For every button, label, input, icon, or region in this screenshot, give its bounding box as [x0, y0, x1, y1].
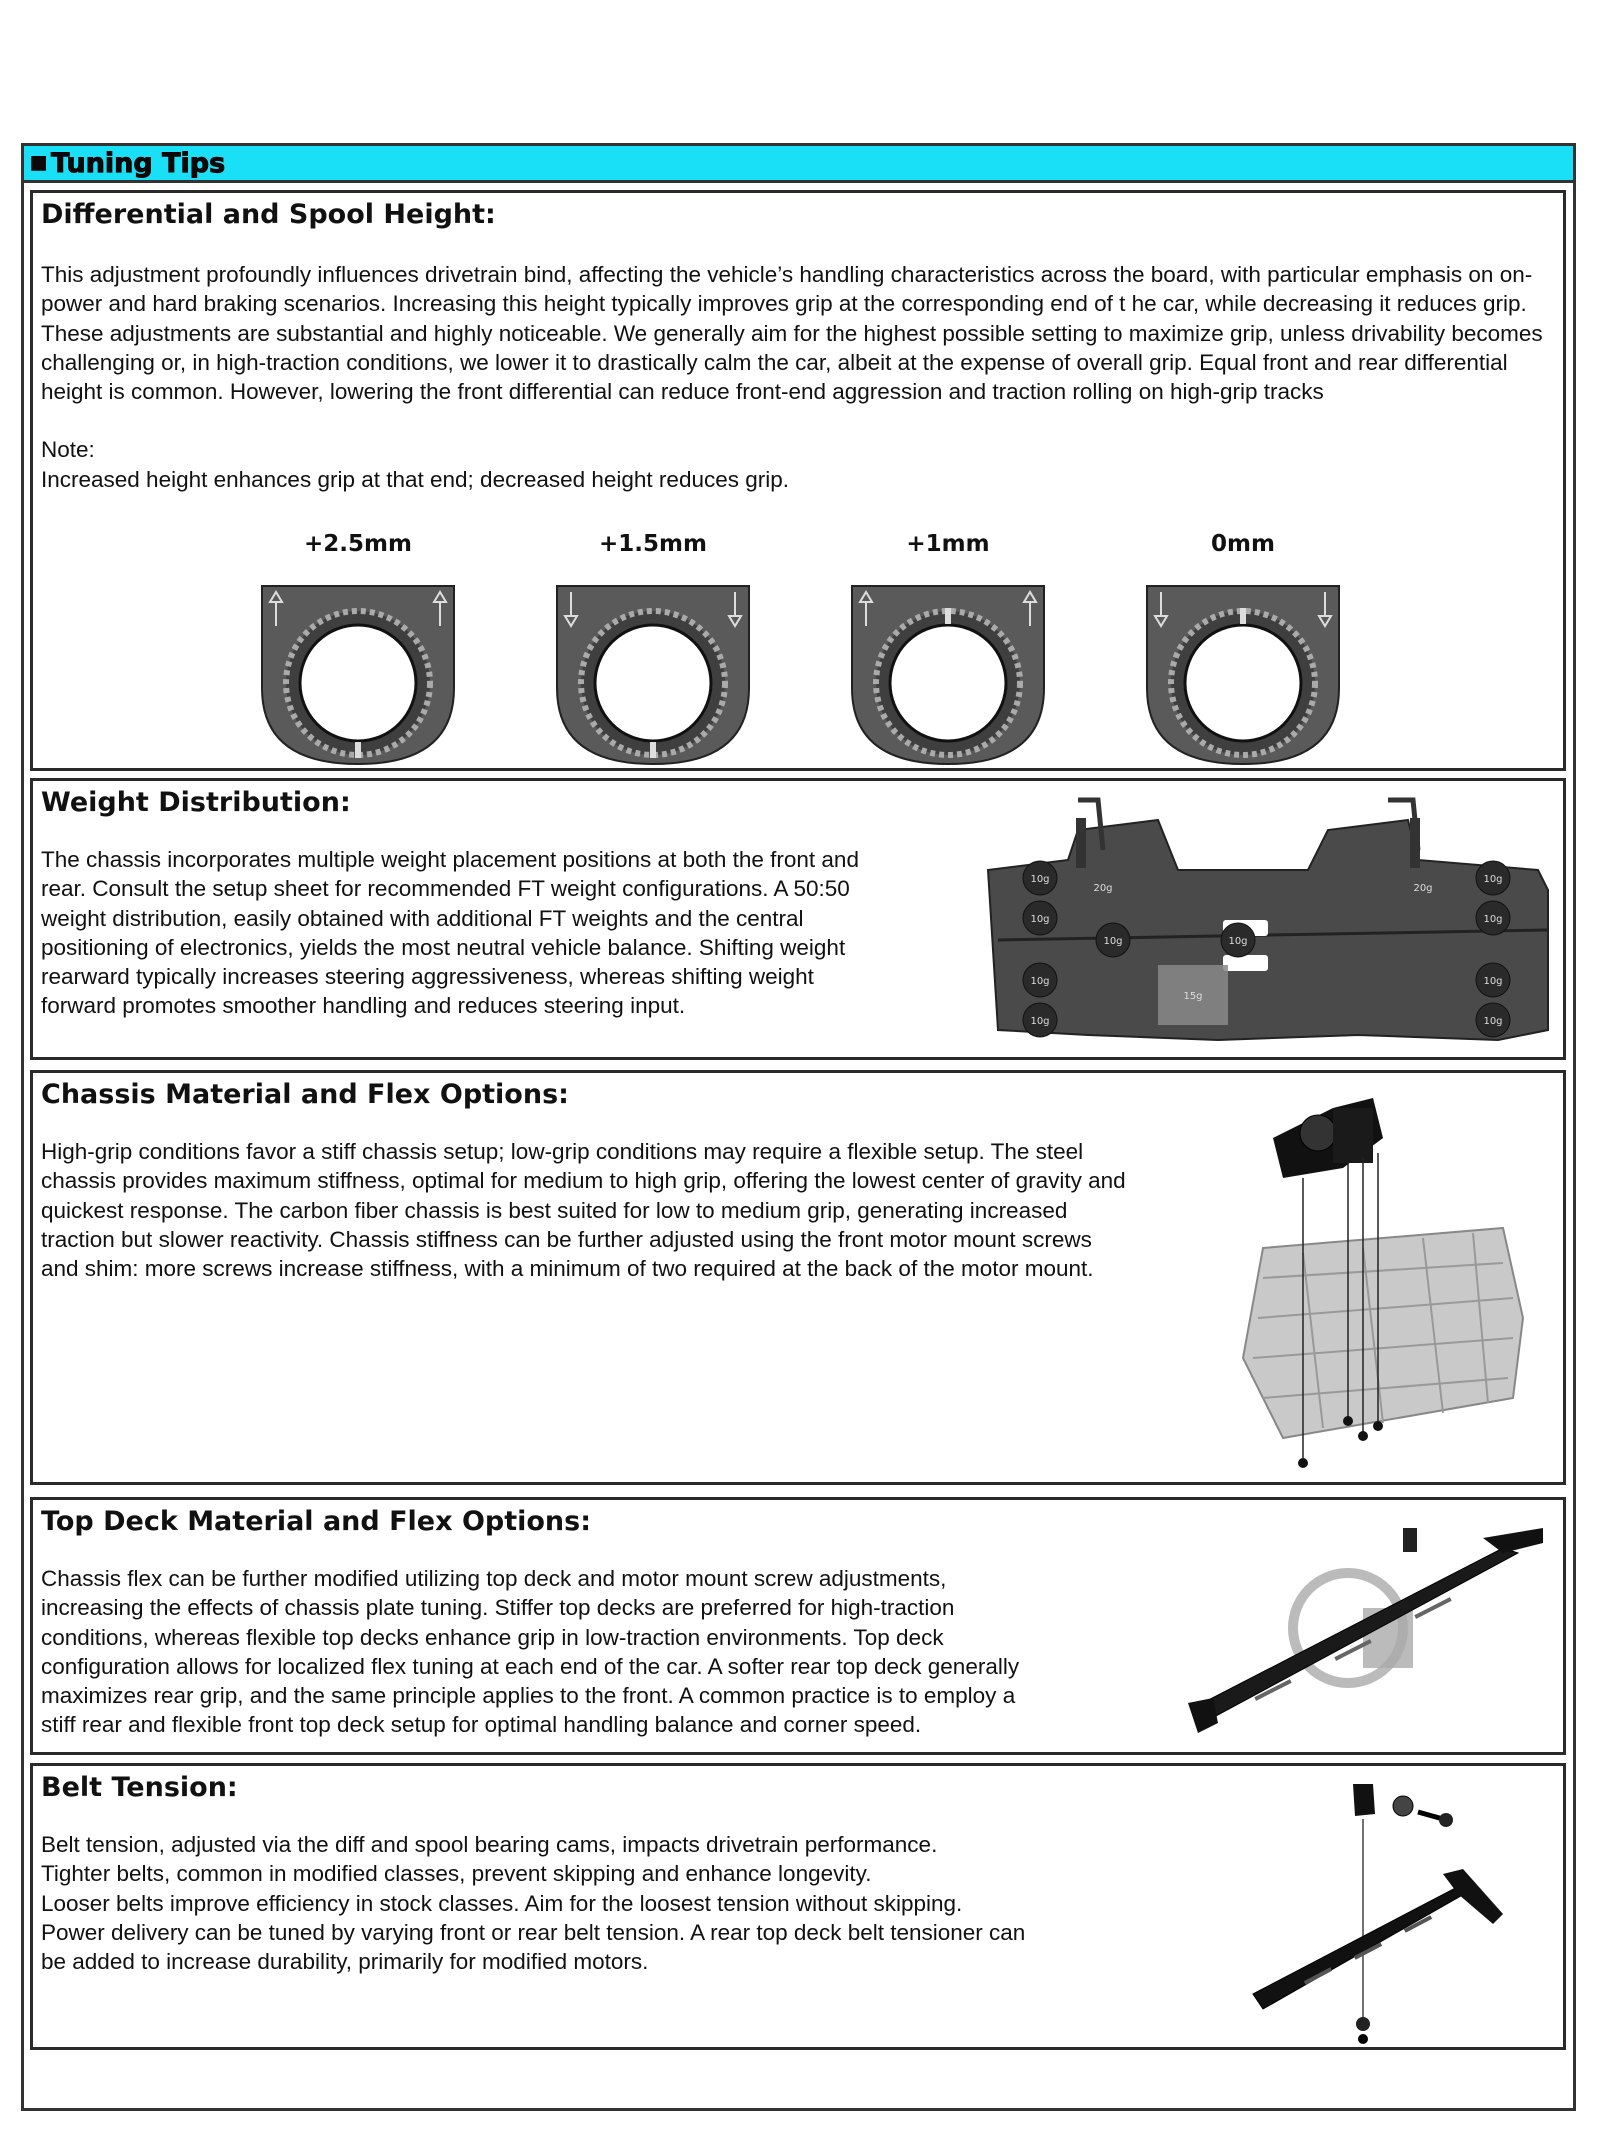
weight-label: 15g — [1183, 991, 1203, 1002]
weight-disc — [1183, 991, 1202, 1002]
section-body — [41, 1830, 1171, 1976]
cam-label: 0mm — [1211, 531, 1275, 557]
weight-label: 20g — [1413, 883, 1433, 894]
text-line: rear. Consult the setup sheet for recommended FT weight configurations. A 50:50 — [41, 876, 850, 902]
text-line: maximizes rear grip, and the same principle applies to the front. A common practice is to employ a — [41, 1683, 1016, 1709]
diff-cam-icon — [848, 578, 1048, 768]
section-weight-distribution — [30, 778, 1566, 1060]
section-title: Top Deck Material and Flex Options: — [41, 1506, 592, 1537]
weight-label: 10g — [1483, 874, 1503, 885]
cam-label: +2.5mm — [304, 531, 412, 557]
weight-disc — [1093, 883, 1112, 894]
text-line: The chassis incorporates multiple weight placement positions at both the front and — [41, 847, 859, 872]
weight-disc — [1096, 923, 1130, 957]
text-line: Looser belts improve efficiency in stock classes. Aim for the loosest tension without skipping. — [41, 1890, 963, 1916]
weight-label: 10g — [1030, 914, 1050, 925]
weight-label: 10g — [1483, 1016, 1503, 1027]
text-line: Chassis flex can be further modified utilizing top deck and motor mount screw adjustments, — [41, 1566, 947, 1591]
weight-label: 10g — [1228, 936, 1248, 947]
section-body — [41, 845, 981, 1021]
cam-label: +1.5mm — [599, 531, 707, 557]
chassis-weights-illustration — [978, 790, 1558, 1060]
cam-label: +1mm — [906, 531, 990, 557]
text-line: conditions, whereas flexible top decks enhance grip in low-traction environments. Top deck — [41, 1624, 944, 1650]
text-line: positioning of electronics, yields the most neutral vehicle balance. Shifting weight — [41, 934, 846, 960]
diff-cam-icon — [258, 578, 458, 768]
section-belt-tension — [30, 1763, 1566, 2050]
text-line: stiff rear and flexible front top deck setup for optimal handling balance and corner speed. — [41, 1712, 922, 1738]
section-title: Chassis Material and Flex Options: — [41, 1079, 569, 1110]
text-line: forward promotes smoother handling and reduces steering input. — [41, 993, 686, 1019]
paragraph: This adjustment profoundly influences drivetrain bind, affecting the vehicle’s handling characteristics across the board, with particular emphasis on on-power and hard braking scenarios. Increasing this height typically improves grip at the corresponding end of t he car, while decreasing it reduces grip. These adjustments are substantial and highly noticeable. We generally aim for the highest possible setting to maximize grip, unless drivability becomes challenging or, in high-traction conditions, we lower it to drastically calm the car, albeit at the expense of overall grip. Equal front and rear differential height is common. However, lowering the front differential can reduce front-end aggression and traction rolling on high-grip tracks — [41, 262, 1543, 405]
text-line: rearward typically increases steering aggressiveness, whereas shifting weight — [41, 964, 814, 990]
text-line: configuration allows for localized flex tuning at each end of the car. A softer rear top deck generally — [41, 1653, 1020, 1679]
diff-cam-icon — [1143, 578, 1343, 768]
section-body — [41, 1137, 1241, 1283]
section-chassis-material — [30, 1070, 1566, 1485]
weight-disc — [1476, 963, 1510, 997]
weight-label: 20g — [1093, 883, 1113, 894]
text-line: Tighter belts, common in modified classes, prevent skipping and enhance longevity. — [41, 1861, 872, 1887]
weight-disc — [1023, 901, 1057, 935]
section-title: Differential and Spool Height: — [41, 199, 496, 230]
weight-disc — [1023, 963, 1057, 997]
section-top-deck — [30, 1497, 1566, 1755]
weight-disc — [1476, 1003, 1510, 1037]
top-deck-illustration — [1173, 1508, 1563, 1748]
weight-disc — [1221, 923, 1255, 957]
section-title: Belt Tension: — [41, 1772, 238, 1803]
text-line: Power delivery can be tuned by varying front or rear belt tension. A rear top deck belt tensioner can — [41, 1919, 1026, 1945]
weight-disc — [1413, 883, 1432, 894]
header-bar — [21, 143, 1576, 183]
section-body — [41, 260, 1561, 494]
weight-label: 10g — [1103, 936, 1123, 947]
page-title: ■ Tuning Tips — [30, 148, 226, 179]
weight-label: 10g — [1483, 914, 1503, 925]
belt-tensioner-illustration — [1213, 1774, 1553, 2049]
text-line: Belt tension, adjusted via the diff and spool bearing cams, impacts drivetrain performance. — [41, 1832, 938, 1857]
text-line: be added to increase durability, primarily for modified motors. — [41, 1949, 649, 1975]
section-body — [41, 1564, 1171, 1740]
weight-label: 10g — [1030, 874, 1050, 885]
weight-disc — [1476, 901, 1510, 935]
weight-disc — [1023, 1003, 1057, 1037]
text-line: chassis provides maximum stiffness, optimal for medium to high grip, offering the lowest center of gravity and — [41, 1168, 1126, 1194]
section-title: Weight Distribution: — [41, 787, 351, 818]
motor-mount-exploded-illustration — [1223, 1078, 1543, 1478]
weight-label: 10g — [1483, 976, 1503, 987]
text-line: and shim: more screws increase stiffness, with a minimum of two required at the back of the motor mount. — [41, 1256, 1094, 1282]
weight-label: 10g — [1030, 976, 1050, 987]
text-line: High-grip conditions favor a stiff chassis setup; low-grip conditions may require a flexible setup. The steel — [41, 1139, 1084, 1164]
text-line: increasing the effects of chassis plate tuning. Stiffer top decks are preferred for high-traction — [41, 1595, 955, 1621]
note-label: Note: — [41, 437, 95, 463]
text-line: traction but slower reactivity. Chassis stiffness can be further adjusted using the front motor mount screws — [41, 1226, 1092, 1252]
section-diff-height — [30, 190, 1566, 771]
bullet-icon: ■ — [30, 152, 48, 173]
weight-label: 10g — [1030, 1016, 1050, 1027]
note-text: Increased height enhances grip at that end; decreased height reduces grip. — [41, 466, 790, 492]
diff-cam-icon — [553, 578, 753, 768]
text-line: quickest response. The carbon fiber chassis is best suited for low to medium grip, generating increased — [41, 1197, 1068, 1223]
weight-disc — [1023, 861, 1057, 895]
weight-disc — [1476, 861, 1510, 895]
text-line: weight distribution, easily obtained with additional FT weights and the central — [41, 905, 804, 931]
